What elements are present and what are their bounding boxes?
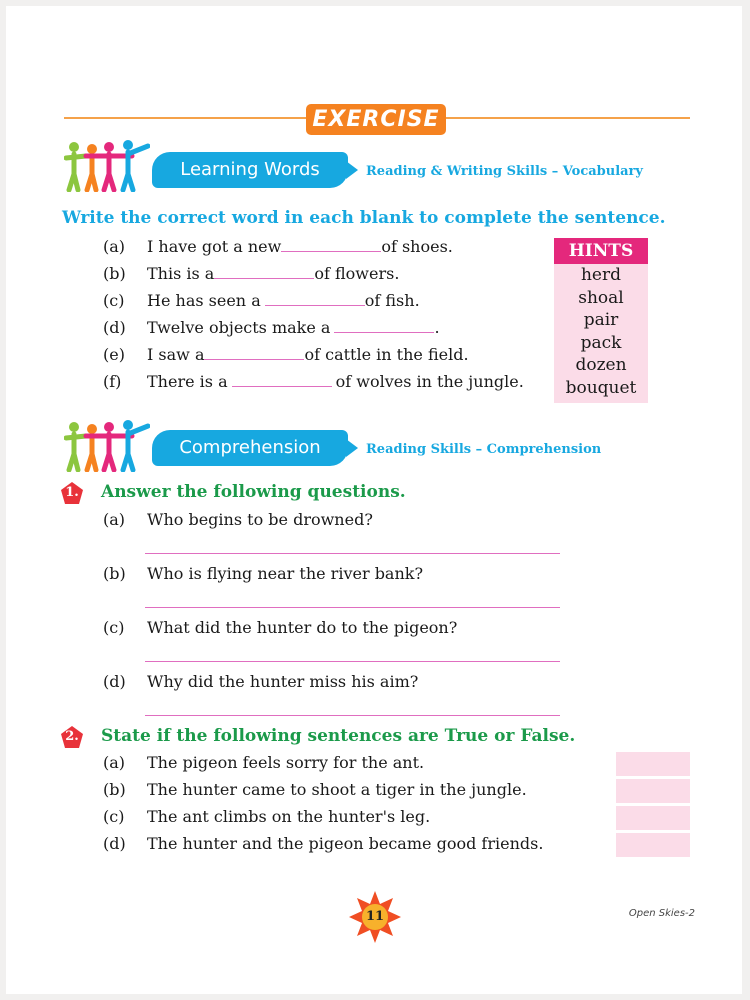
hint-word: herd	[580, 265, 622, 285]
answer-blank[interactable]	[214, 264, 314, 279]
page-number-star	[348, 890, 402, 944]
question-text: What did the hunter do to the pigeon?	[147, 618, 458, 637]
true-false-answer-box[interactable]	[616, 833, 690, 857]
item-label: (d)	[103, 672, 126, 691]
hint-word: pack	[580, 332, 622, 353]
answer-blank[interactable]	[281, 237, 381, 252]
hints-title: HINTS	[554, 238, 648, 264]
header-rule-right	[446, 117, 690, 119]
exercise-title: EXERCISE	[306, 104, 446, 135]
item-label: (c)	[103, 291, 125, 310]
hint-word: shoal	[578, 287, 624, 308]
answer-line[interactable]	[145, 715, 560, 716]
answer-blank[interactable]	[334, 318, 434, 333]
sentence-start: I have got a new	[147, 237, 282, 256]
banner-arrow-icon	[346, 161, 358, 179]
comprehension-skill-label: Reading Skills – Comprehension	[366, 442, 602, 457]
answer-blank[interactable]	[265, 291, 365, 306]
question-number-badge	[60, 725, 84, 749]
answer-questions-heading: Answer the following questions.	[101, 482, 406, 502]
sentence-start: There is a	[147, 372, 228, 391]
sentence-end: of shoes.	[381, 237, 453, 256]
answer-line[interactable]	[145, 553, 560, 554]
item-label: (b)	[103, 564, 126, 583]
children-group-icon	[64, 140, 150, 192]
item-label: (d)	[103, 834, 126, 853]
header-rule-left	[64, 117, 306, 119]
true-false-answer-box[interactable]	[616, 806, 690, 830]
statement-text: The hunter and the pigeon became good friends.	[147, 834, 544, 853]
learning-words-banner: Learning Words	[152, 152, 348, 188]
question-number: 2.	[65, 729, 79, 744]
question-number: 1.	[65, 485, 79, 500]
sentence-end: of flowers.	[314, 264, 400, 283]
children-group-icon	[64, 420, 150, 472]
answer-line[interactable]	[145, 607, 560, 608]
series-name: Open Skies-2	[628, 908, 695, 919]
item-label: (c)	[103, 807, 125, 826]
true-false-answer-box[interactable]	[616, 752, 690, 776]
answer-line[interactable]	[145, 661, 560, 662]
vocabulary-instruction: Write the correct word in each blank to complete the sentence.	[62, 208, 666, 228]
question-number-badge	[60, 481, 84, 505]
hints-box	[554, 238, 648, 403]
sentence-end: of fish.	[364, 291, 420, 310]
true-false-answer-box[interactable]	[616, 779, 690, 803]
hint-word: dozen	[575, 355, 627, 376]
statement-text: The pigeon feels sorry for the ant.	[147, 753, 425, 772]
sentence-end: of wolves in the jungle.	[335, 372, 524, 391]
page-number: 11	[365, 909, 385, 924]
statement-text: The hunter came to shoot a tiger in the jungle.	[147, 780, 527, 799]
sentence-start: Twelve objects make a	[147, 318, 331, 337]
item-label: (b)	[103, 264, 126, 283]
sentence-start: This is a	[147, 264, 215, 283]
item-label: (c)	[103, 618, 125, 637]
answer-blank[interactable]	[232, 372, 332, 387]
sentence-start: I saw a	[147, 345, 205, 364]
banner-arrow-icon	[346, 439, 358, 457]
sentence-end: .	[434, 318, 440, 337]
comprehension-banner: Comprehension	[152, 430, 348, 466]
sentence-start: He has seen a	[147, 291, 261, 310]
hint-word: pair	[583, 310, 619, 331]
question-text: Why did the hunter miss his aim?	[147, 672, 419, 691]
hint-word: bouquet	[565, 377, 637, 398]
item-label: (a)	[103, 510, 126, 529]
question-text: Who is flying near the river bank?	[147, 564, 424, 583]
item-label: (d)	[103, 318, 126, 337]
item-label: (f)	[103, 372, 122, 391]
true-false-heading: State if the following sentences are True or False.	[101, 726, 576, 746]
answer-blank[interactable]	[204, 345, 304, 360]
sentence-end: of cattle in the field.	[304, 345, 469, 364]
item-label: (a)	[103, 753, 126, 772]
item-label: (b)	[103, 780, 126, 799]
statement-text: The ant climbs on the hunter's leg.	[147, 807, 431, 826]
question-text: Who begins to be drowned?	[147, 510, 373, 529]
item-label: (e)	[103, 345, 125, 364]
vocabulary-skill-label: Reading & Writing Skills – Vocabulary	[366, 164, 643, 179]
item-label: (a)	[103, 237, 126, 256]
